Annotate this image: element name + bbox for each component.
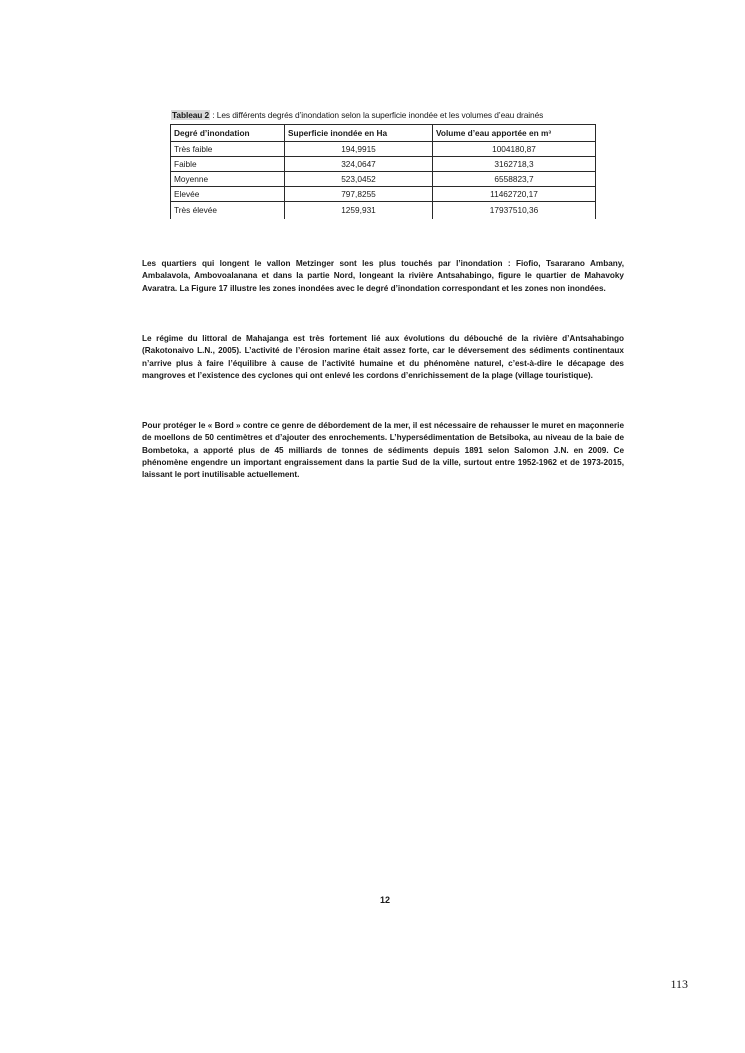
inundation-table xyxy=(170,124,596,219)
table-row xyxy=(171,187,596,202)
table-caption xyxy=(171,110,621,120)
table-caption-text: : Les différents degrés d’inondation selon la superficie inondée et les volumes d’eau drainés xyxy=(210,110,544,120)
cell-volume: 6558823,7 xyxy=(433,172,596,187)
cell-volume: 1004180,87 xyxy=(433,142,596,157)
cell-degree: Très élevée xyxy=(171,202,285,219)
cell-area: 194,9915 xyxy=(285,142,433,157)
paragraph-coastal-regime: Le régime du littoral de Mahajanga est très fortement lié aux évolutions du débouché de la rivière d’Antsahabingo (Rakotonaivo L.N., 2005). L’activité de l’érosion marine était assez forte, car le déversement des sédiments continentaux n’arrive plus à faire l’équilibre à cause de l’activité humaine et du phénomène naturel, c’est-à-dire le décapage des mangroves et l’existence des cyclones qui ont enlevé les cordons d’enrichissement de la plage (village touristique). xyxy=(142,334,624,381)
cell-degree: Moyenne xyxy=(171,172,285,187)
table-caption-label: Tableau 2 xyxy=(172,110,210,120)
table-row xyxy=(171,202,596,219)
cell-degree: Faible xyxy=(171,157,285,172)
column-header-area: Superficie inondée en Ha xyxy=(285,125,433,142)
cell-volume: 3162718,3 xyxy=(433,157,596,172)
paragraph-protection-measures: Pour protéger le « Bord » contre ce genre de débordement de la mer, il est nécessaire de rehausser le muret en maçonnerie de moellons de 50 centimètres et d’ajouter des enrochements. L’hypersédimentation de Betsiboka, au niveau de la baie de Bombetoka, a apporté plus de 45 milliards de tonnes de sédiments depuis 1891 selon Salomon J.N. en 2009. Ce phénomène engendre un important engraissement dans la partie Sud de la ville, surtout entre 1952-1962 et de 1973-2015, laissant le port inutilisable actuellement. xyxy=(142,421,624,480)
table-row xyxy=(171,142,596,157)
paragraph-flooded-districts: Les quartiers qui longent le vallon Metzinger sont les plus touchés par l’inondation : Fiofio, Tsararano Ambany, Ambalavola, Ambovoalanana et dans la partie Nord, longeant la rivière Antsahabingo, figure le quartier de Mahavoky Avaratra. La Figure 17 illustre les zones inondées avec le degré d’inondation correspondant et les zones non inondées. xyxy=(142,259,624,293)
cell-volume: 11462720,17 xyxy=(433,187,596,202)
cell-area: 324,0647 xyxy=(285,157,433,172)
inner-page-number: 12 xyxy=(379,895,390,905)
cell-degree: Elevée xyxy=(171,187,285,202)
cell-area: 523,0452 xyxy=(285,172,433,187)
cell-area: 1259,931 xyxy=(285,202,433,219)
table-row xyxy=(171,157,596,172)
column-header-degree: Degré d’inondation xyxy=(171,125,285,142)
table-row xyxy=(171,172,596,187)
cell-area: 797,8255 xyxy=(285,187,433,202)
table-header-row xyxy=(171,125,596,142)
outer-page-number: 113 xyxy=(670,977,688,991)
cell-degree: Très faible xyxy=(171,142,285,157)
column-header-volume: Volume d’eau apportée en m³ xyxy=(433,125,596,142)
cell-volume: 17937510,36 xyxy=(433,202,596,219)
